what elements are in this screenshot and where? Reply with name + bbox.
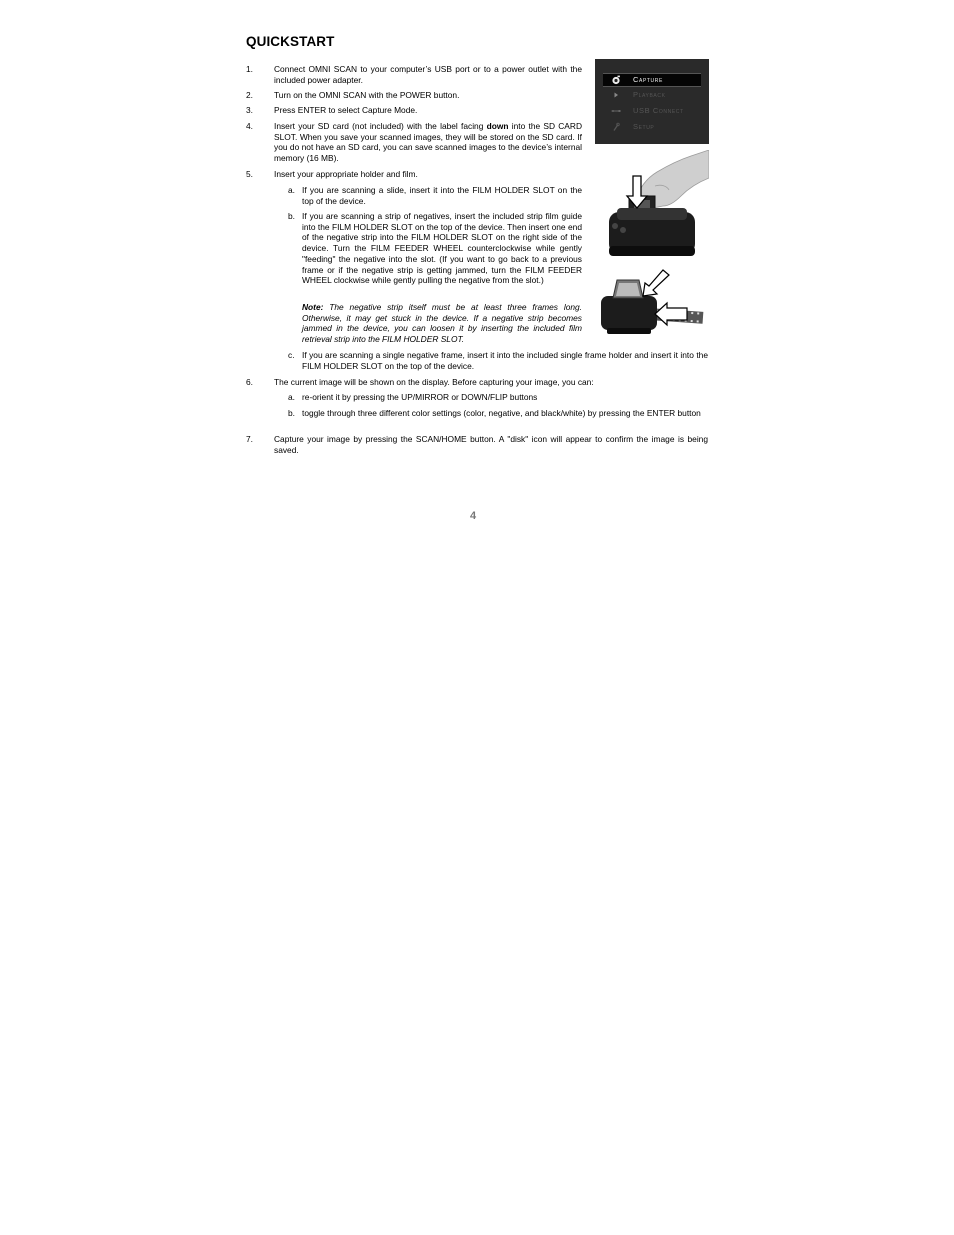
menu-item-usb-connect bbox=[603, 105, 701, 117]
menu-item-setup bbox=[603, 121, 701, 133]
substep-letter: b. bbox=[288, 408, 295, 418]
substep-letter: b. bbox=[288, 211, 295, 221]
menu-label: Setup bbox=[633, 122, 655, 131]
note-text: Note: The negative strip itself must be at least three frames long. Otherwise, it may get stuck in the device. If a negative strip becomes jammed in the device, you can loosen it by inserting the included film retrieval strip into the FILM HOLDER SLOT. bbox=[302, 302, 582, 345]
step-number: 7. bbox=[246, 434, 253, 444]
substep-text: If you are scanning a strip of negatives, insert the included strip film guide into the FILM HOLDER SLOT on the top of the device. Then insert one end of the negative strip into the FILM HOLDER SLOT on the right side of the device. Turn the FILM FEEDER WHEEL counterclockwise while gently "feeding" the negative into the slot. (If you want to go back to a previous frame or if the negative strip is getting jammed, turn the FILM FEEDER WHEEL clockwise while gently pulling the negative from the slot.) bbox=[302, 211, 582, 286]
step-text: Connect OMNI SCAN to your computer’s USB port or to a power outlet with the included power adapter. bbox=[274, 64, 582, 85]
wrench-icon bbox=[611, 122, 621, 132]
step-number: 3. bbox=[246, 105, 253, 115]
page-title: QUICKSTART bbox=[246, 34, 335, 49]
step-number: 6. bbox=[246, 377, 253, 387]
photo-feed-negative-strip bbox=[595, 268, 709, 336]
step-number: 4. bbox=[246, 121, 253, 131]
page-number: 4 bbox=[470, 510, 477, 522]
menu-item-playback bbox=[603, 89, 701, 101]
emphasis-down: down bbox=[486, 121, 509, 131]
step-text: Capture your image by pressing the SCAN/HOME button. A "disk" icon will appear to confirm the image is being saved. bbox=[274, 434, 708, 455]
substep-letter: c. bbox=[288, 350, 295, 360]
photo-insert-slide bbox=[595, 150, 709, 264]
camera-icon bbox=[611, 75, 621, 85]
step-number: 2. bbox=[246, 90, 253, 100]
usb-icon bbox=[611, 106, 621, 116]
substep-text: If you are scanning a slide, insert it into the FILM HOLDER SLOT on the top of the device. bbox=[302, 185, 582, 206]
menu-item-capture bbox=[603, 73, 701, 87]
substep-text: If you are scanning a single negative frame, insert it into the included single frame holder and insert it into the FILM HOLDER SLOT on the top of the device. bbox=[302, 350, 708, 371]
note-label: Note: bbox=[302, 302, 324, 312]
step-text: Turn on the OMNI SCAN with the POWER button. bbox=[274, 90, 460, 100]
substep-letter: a. bbox=[288, 185, 295, 195]
step-text: Press ENTER to select Capture Mode. bbox=[274, 105, 418, 115]
step-number: 1. bbox=[246, 64, 253, 74]
device-menu-screenshot bbox=[595, 59, 709, 144]
step-text: Insert your SD card (not included) with the label facing down into the SD CARD SLOT. When you save your scanned images, they will be stored on the SD card. If you do not have an SD card, you can save scanned images to the device’s internal memory (16 MB). bbox=[274, 121, 582, 164]
menu-label: USB Connect bbox=[633, 106, 684, 115]
substep-text: re-orient it by pressing the UP/MIRROR or DOWN/FLIP buttons bbox=[302, 392, 538, 402]
step-text: Insert your appropriate holder and film. bbox=[274, 169, 418, 179]
play-icon bbox=[611, 90, 621, 100]
step-number: 5. bbox=[246, 169, 253, 179]
substep-letter: a. bbox=[288, 392, 295, 402]
menu-label: Capture bbox=[633, 75, 663, 84]
substep-text: toggle through three different color settings (color, negative, and black/white) by pressing the ENTER button bbox=[302, 408, 701, 418]
menu-label: Playback bbox=[633, 90, 666, 99]
step-text: The current image will be shown on the display. Before capturing your image, you can: bbox=[274, 377, 594, 387]
